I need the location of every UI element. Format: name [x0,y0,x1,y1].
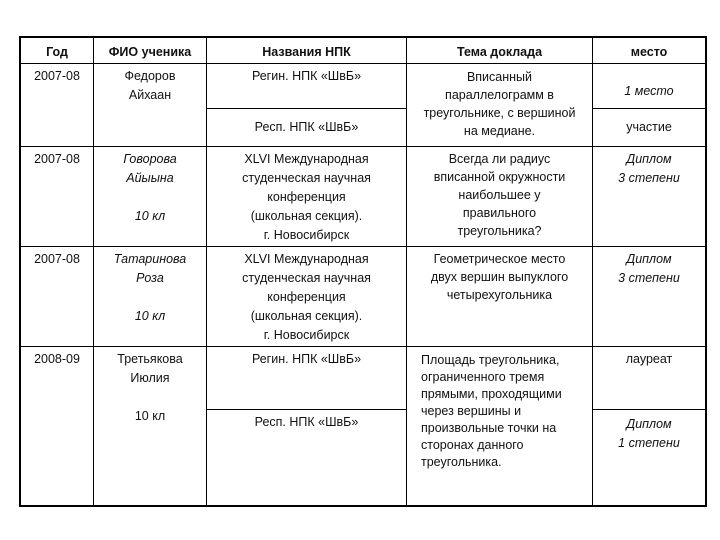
topic-line: сторонах данного [421,438,524,452]
header-topic: Тема доклада [407,38,593,64]
conference-line: конференция [267,290,346,304]
student-grade: 10 кл [134,209,166,223]
topic-line: параллелограмм в [445,88,554,102]
conference-line: (школьная секция). [250,309,363,323]
topic-line: треугольника. [421,455,502,469]
place-line: Диплом [626,417,672,431]
student-name: Июлия [130,371,170,385]
row4-conference-1: Регин. НПК «ШвБ» [207,347,407,410]
row2-student [94,147,207,247]
header-year: Год [21,38,94,64]
row1-place-1: 1 место [593,64,705,109]
row4-year: 2008-09 [21,347,94,505]
header-conference: Названия НПК [207,38,407,64]
row1-conference-2: Респ. НПК «ШвБ» [207,109,407,147]
topic-line: Площадь треугольника, [421,353,560,367]
row3-topic [407,247,593,347]
topic-line: прямыми, проходящими [421,387,562,401]
row1-student [94,64,207,147]
place-line: Диплом [626,152,672,166]
conference-line: г. Новосибирск [263,328,350,342]
row4-conference-2: Респ. НПК «ШвБ» [207,410,407,505]
row1-conference-1: Регин. НПК «ШвБ» [207,64,407,109]
conference-line: конференция [267,190,346,204]
topic-line: треугольника? [457,224,542,238]
student-grade: 10 кл [134,409,166,423]
row3-student [94,247,207,347]
row1-topic [407,64,593,147]
topic-line: наибольшее у [458,188,541,202]
conference-line: XLVI Международная [244,252,369,266]
topic-line: Вписанный [466,70,533,84]
topic-line: через вершины и [421,404,522,418]
topic-line: четырехугольника [446,288,553,302]
row2-place [593,147,705,247]
row4-place-2 [593,410,705,505]
conference-line: студенческая научная [242,171,371,185]
place-line: 3 степени [618,271,680,285]
topic-line: правильного [462,206,537,220]
row2-year: 2007-08 [21,147,94,247]
row3-conference [207,247,407,347]
results-table [19,36,707,507]
student-name: Айыына [126,171,174,185]
place-line: 3 степени [618,171,680,185]
header-student: ФИО ученика [94,38,207,64]
student-surname: Татаринова [113,252,187,266]
topic-line: произвольные точки на [421,421,557,435]
row1-place-2: участие [593,109,705,147]
student-surname: Федоров [124,69,176,83]
conference-line: студенческая научная [242,271,371,285]
student-surname: Говорова [123,152,177,166]
header-place: место [593,38,705,64]
row1-year: 2007-08 [21,64,94,147]
row3-year: 2007-08 [21,247,94,347]
place-line: Диплом [626,252,672,266]
row2-topic [407,147,593,247]
topic-line: Геометрическое место [433,252,566,266]
row2-conference [207,147,407,247]
conference-line: (школьная секция). [250,209,363,223]
student-surname: Третьякова [117,352,183,366]
place-line: 1 степени [618,436,680,450]
student-name: Айхаан [128,88,172,102]
topic-line: двух вершин выпуклого [430,270,569,284]
row4-student [94,347,207,505]
topic-line: на медиане. [463,124,536,138]
conference-line: XLVI Международная [244,152,369,166]
topic-line: вписанной окружности [433,170,566,184]
student-name: Роза [136,271,164,285]
conference-line: г. Новосибирск [263,228,350,242]
topic-line: Всегда ли радиус [448,152,551,166]
row3-place [593,247,705,347]
row4-place-1: лауреат [593,347,705,410]
topic-line: треугольнике, с вершиной [423,106,576,120]
student-grade: 10 кл [134,309,166,323]
topic-line: ограниченного тремя [421,370,545,384]
row4-topic [407,347,593,505]
